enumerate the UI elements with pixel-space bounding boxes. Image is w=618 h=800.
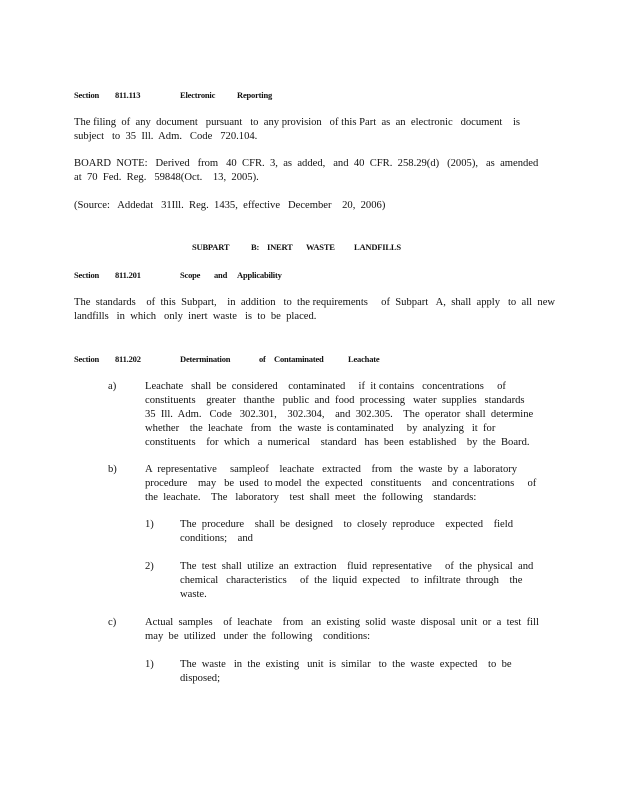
section-title-word: Leachate	[348, 354, 380, 364]
subpart-word: WASTE	[306, 242, 335, 252]
section-title-word: of	[259, 354, 266, 364]
subpart-word: SUBPART	[192, 242, 230, 252]
section-number: 811.202	[115, 354, 141, 364]
section-title-word: Applicability	[237, 270, 282, 280]
sub-item-text: The procedure shall be designed to closely reproduce expected field conditions; and	[180, 519, 513, 544]
section-811-201-paragraph: The standards of this Subpart, in addition to the requirements of Subpart A, shall apply to all new landfills in which only inert waste is to be placed.	[74, 297, 556, 322]
section-title-word: Contaminated	[274, 354, 324, 364]
section-title-word: Determination	[180, 354, 231, 364]
section-title-word: and	[214, 270, 228, 280]
section-number: 811.201	[115, 270, 141, 280]
subpart-word: B:	[251, 242, 260, 252]
item-text: Leachate shall be considered contaminated if it contains concentrations of constituents greater thanthe public and food processing water supplies standards 35 Ill. Adm. Code 302.301, 302.304, and 302.305. The operator shall determine whether the leachate from the waste is contaminated by analyzing it for constituents for which a numerical standard has been established by the Board.	[145, 381, 534, 448]
sub-item-text: The test shall utilize an extraction fluid representative of the physical and chemical characteristics of the liquid expected to infiltrate through the waste.	[180, 561, 534, 600]
item-marker: c)	[108, 617, 117, 628]
sub-item-marker: 2)	[145, 561, 154, 572]
subpart-word: INERT	[267, 242, 293, 252]
section-number: 811.113	[115, 90, 141, 100]
section-811-113-paragraph: The filing of any document pursuant to any provision of this Part as an electronic document is subject to 35 Ill. Adm. Code 720.104.	[74, 117, 521, 142]
item-marker: b)	[108, 464, 117, 475]
section-label: Section	[74, 354, 100, 364]
board-note: BOARD NOTE: Derived from 40 CFR. 3, as added, and 40 CFR. 258.29(d) (2005), as amended at 70 Fed. Reg. 59848(Oct. 13, 2005).	[74, 158, 539, 183]
sub-item-marker: 1)	[145, 519, 154, 530]
section-label: Section	[74, 90, 100, 100]
section-title-word: Reporting	[237, 90, 273, 100]
item-marker: a)	[108, 381, 117, 392]
sub-item-marker: 1)	[145, 659, 154, 670]
subpart-word: LANDFILLS	[354, 242, 401, 252]
source-note: (Source: Addedat 31Ill. Reg. 1435, effective December 20, 2006)	[74, 200, 386, 211]
sub-item-text: The waste in the existing unit is similar to the waste expected to be disposed;	[180, 659, 512, 684]
section-label: Section	[74, 270, 100, 280]
item-text: Actual samples of leachate from an existing solid waste disposal unit or a test fill may be utilized under the following conditions:	[145, 617, 539, 642]
section-title-word: Scope	[180, 270, 201, 280]
item-text: A representative sampleof leachate extracted from the waste by a laboratory procedure may be used to model the expected constituents and concentrations of the leachate. The laboratory test shall meet the following standards:	[145, 464, 537, 503]
section-title-word: Electronic	[180, 90, 216, 100]
